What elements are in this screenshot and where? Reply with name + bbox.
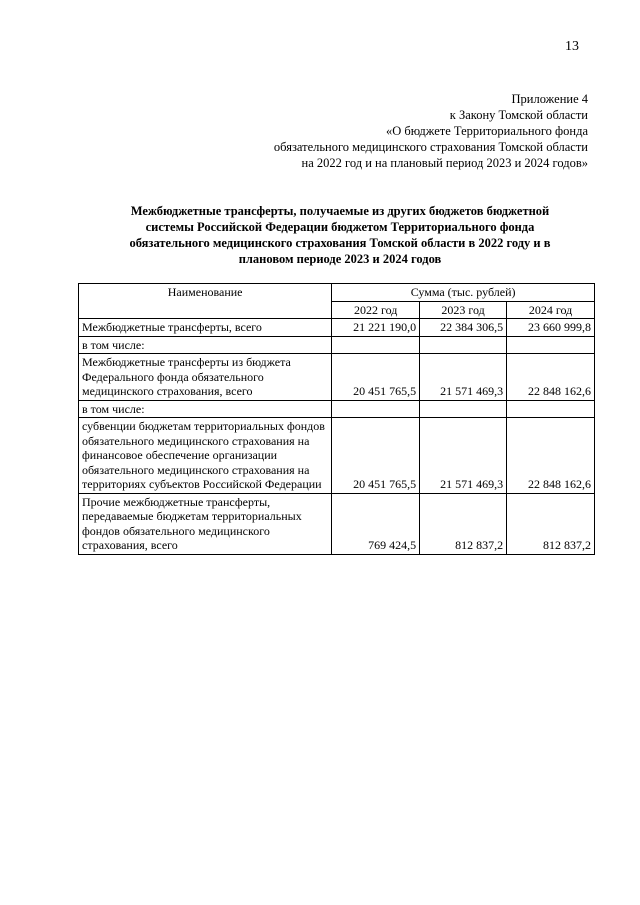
page-number: 13 (565, 39, 579, 54)
row-name: субвенции бюджетам территориальных фондов обязательного медицинского страхования на финансовое обеспечение организации обязательного медицинского страхования на территориях субъектов Российской Федерации (79, 418, 332, 494)
table-row (79, 319, 595, 337)
transfers-table (78, 283, 595, 555)
table-row (79, 418, 595, 494)
title-line: плановом периоде 2023 и 2024 годов (238, 252, 442, 266)
value-2023: 21 571 469,3 (420, 354, 507, 401)
value-2022 (332, 336, 420, 354)
document-title (80, 203, 600, 267)
header-year-2024: 2024 год (507, 301, 595, 319)
row-name: в том числе: (79, 400, 332, 418)
appendix-line: на 2022 год и на плановый период 2023 и 2024 годов» (301, 156, 588, 170)
appendix-header (274, 91, 588, 171)
table-row (79, 336, 595, 354)
value-2024: 22 848 162,6 (507, 418, 595, 494)
value-2022: 769 424,5 (332, 493, 420, 554)
value-2023: 22 384 306,5 (420, 319, 507, 337)
value-2023: 812 837,2 (420, 493, 507, 554)
value-2022 (332, 400, 420, 418)
title-line: системы Российской Федерации бюджетом Территориального фонда (145, 220, 535, 234)
value-2023: 21 571 469,3 (420, 418, 507, 494)
row-name: Межбюджетные трансферты из бюджета Федерального фонда обязательного медицинского страхования, всего (79, 354, 332, 401)
value-2023 (420, 400, 507, 418)
appendix-line: Приложение 4 (511, 92, 588, 106)
row-name: Прочие межбюджетные трансферты, передаваемые бюджетам территориальных фондов обязательного медицинского страхования, всего (79, 493, 332, 554)
value-2022: 20 451 765,5 (332, 354, 420, 401)
value-2022: 20 451 765,5 (332, 418, 420, 494)
title-line: Межбюджетные трансферты, получаемые из других бюджетов бюджетной (130, 204, 550, 218)
table-row (79, 493, 595, 554)
header-year-2022: 2022 год (332, 301, 420, 319)
appendix-line: «О бюджете Территориального фонда (385, 124, 588, 138)
row-name: Межбюджетные трансферты, всего (79, 319, 332, 337)
value-2022: 21 221 190,0 (332, 319, 420, 337)
value-2024: 812 837,2 (507, 493, 595, 554)
value-2024 (507, 400, 595, 418)
title-line: обязательного медицинского страхования Томской области в 2022 году и в (129, 236, 551, 250)
value-2023 (420, 336, 507, 354)
value-2024: 22 848 162,6 (507, 354, 595, 401)
value-2024 (507, 336, 595, 354)
header-sum: Сумма (тыс. рублей) (332, 284, 595, 302)
header-name: Наименование (79, 284, 332, 319)
value-2024: 23 660 999,8 (507, 319, 595, 337)
table-row (79, 400, 595, 418)
appendix-line: к Закону Томской области (449, 108, 588, 122)
row-name: в том числе: (79, 336, 332, 354)
header-year-2023: 2023 год (420, 301, 507, 319)
appendix-line: обязательного медицинского страхования Томской области (273, 140, 588, 154)
table-row (79, 354, 595, 401)
